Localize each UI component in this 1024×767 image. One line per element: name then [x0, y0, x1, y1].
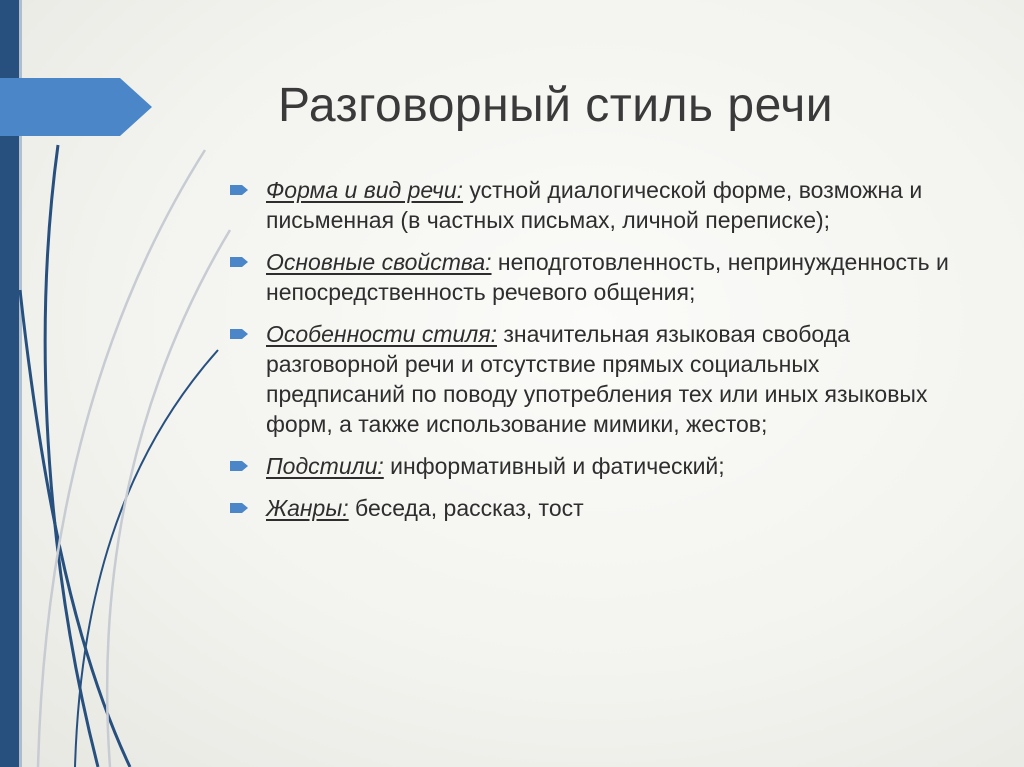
- bullet-item-substyles: [228, 451, 963, 481]
- arrow-tab-icon: [0, 78, 156, 136]
- bullet-item-features: [228, 319, 963, 439]
- bullet-text: информативный и фатический;: [383, 453, 725, 479]
- bullet-text: значительная языковая свобода разговорной речи и отсутствие прямых социальных предписаний по поводу употребления тех или иных языковых форм, а также использование мимики, жестов;: [266, 321, 928, 437]
- arrow-bullet-icon: [230, 328, 250, 340]
- bullet-term: Основные свойства:: [266, 249, 492, 275]
- bullet-list: [228, 175, 963, 535]
- arrow-bullet-icon: [230, 184, 250, 196]
- bullet-term: Особенности стиля:: [266, 321, 497, 347]
- slide-title: Разговорный стиль речи: [278, 79, 834, 132]
- arrow-bullet-icon: [230, 256, 250, 268]
- bullet-text: беседа, рассказ, тост: [348, 495, 584, 521]
- bullet-item-form: [228, 175, 963, 235]
- bullet-term: Подстили:: [266, 453, 384, 479]
- bullet-term: Форма и вид речи:: [266, 177, 464, 203]
- bullet-text: устной диалогической форме, возможна и письменная (в частных письмах, личной переписке);: [266, 177, 923, 233]
- bullet-item-genres: [228, 493, 963, 523]
- arrow-bullet-icon: [230, 460, 250, 472]
- arrow-bullet-icon: [230, 502, 250, 514]
- bullet-item-properties: [228, 247, 963, 307]
- bullet-term: Жанры:: [266, 495, 349, 521]
- bullet-text: неподготовленность, непринужденность и непосредственность речевого общения;: [266, 249, 949, 305]
